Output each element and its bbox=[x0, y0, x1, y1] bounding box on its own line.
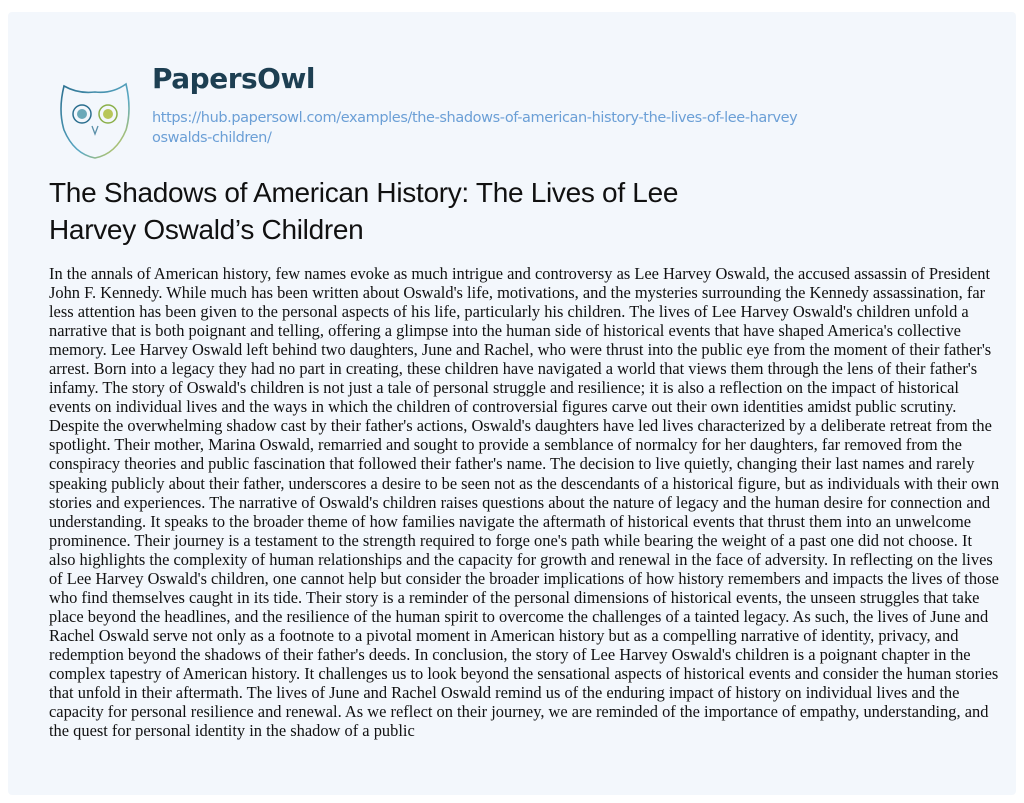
body-line: who find themselves caught in its tide. Their story is a reminder of the personal dimensions of historical events, the unseen struggles that take bbox=[49, 587, 980, 607]
body-line: narrative that is both poignant and telling, offering a glimpse into the human side of historical events that have shaped America's collective bbox=[49, 321, 961, 341]
source-url-link[interactable] bbox=[152, 108, 952, 148]
body-line: capacity for personal resilience and renewal. As we reflect on their journey, we are reminded of the importance of empathy, understanding, and bbox=[49, 702, 989, 722]
body-line: place beyond the headlines, and the resilience of the human spirit to overcome the challenges of a tainted legacy. As such, the lives of June and bbox=[49, 606, 989, 626]
body-line: John F. Kennedy. While much has been written about Oswald's life, motivations, and the mysteries surrounding the Kennedy assassination, far bbox=[49, 283, 986, 303]
body-line: spotlight. Their mother, Marina Oswald, remarried and sought to provide a semblance of normalcy for her daughters, far removed from the bbox=[49, 435, 962, 455]
body-line: less attention has been given to the personal aspects of his life, particularly his children. The lives of Lee Harvey Oswald's children unfold a bbox=[49, 302, 969, 322]
body-line: prominence. Their journey is a testament to the strength required to forge one's path while bearing the weight of a past one did not choose. It bbox=[49, 530, 973, 550]
body-line: arrest. Born into a legacy they had no part in creating, these children have navigated a world that views them through the lens of their father's bbox=[49, 359, 978, 379]
body-line: Rachel Oswald serve not only as a footnote to a pivotal moment in American history but as a compelling narrative of identity, privacy, and bbox=[49, 625, 959, 645]
body-line: speaking publicly about their father, underscores a desire to be seen not as the descendants of a historical figure, but as individuals with their own bbox=[49, 473, 1000, 493]
body-line: understanding. It speaks to the broader theme of how families navigate the aftermath of historical events that thrust them into an unwelcome bbox=[49, 511, 972, 531]
essay-body bbox=[49, 264, 1009, 740]
body-line: In the annals of American history, few names evoke as much intrigue and controversy as Lee Harvey Oswald, the accused assassin of President bbox=[49, 264, 991, 283]
url-line: oswalds-children/ bbox=[152, 130, 272, 146]
page-title bbox=[49, 174, 769, 248]
body-line: that unfold in their aftermath. The lives of June and Rachel Oswald remind us of the enduring impact of history on individual lives and the bbox=[49, 683, 960, 703]
body-line: complex tapestry of American history. It challenges us to look beyond the sensational aspects of historical events and consider the human stories bbox=[49, 663, 999, 683]
body-line: Despite the overwhelming shadow cast by their father's actions, Oswald's daughters have led lives characterized by a deliberate retreat from the bbox=[49, 416, 992, 436]
brand-name: PapersOwl bbox=[152, 62, 315, 95]
body-line: memory. Lee Harvey Oswald left behind two daughters, June and Rachel, who were thrust into the public eye from the moment of their father's bbox=[49, 340, 992, 360]
url-line: https://hub.papersowl.com/examples/the-shadows-of-american-history-the-lives-of-lee-harvey bbox=[152, 110, 798, 126]
body-line: events on individual lives and the ways in which the children of controversial figures carve out their own identities amidst public scrutiny. bbox=[49, 397, 957, 417]
body-line: redemption beyond the shadows of their father's deeds. In conclusion, the story of Lee Harvey Oswald's children is a poignant chapter in the bbox=[49, 644, 971, 664]
body-line: also highlights the complexity of human relationships and the capacity for growth and renewal in the face of adversity. In reflecting on the lives bbox=[49, 549, 993, 569]
body-line: infamy. The story of Oswald's children is not just a tale of personal struggle and resilience; it is also a reflection on the impact of historical bbox=[49, 378, 959, 398]
body-line: the quest for personal identity in the shadow of a public bbox=[49, 721, 415, 741]
body-line: stories and experiences. The narrative of Oswald's children raises questions about the nature of legacy and the human desire for connection and bbox=[49, 492, 991, 512]
body-line: conspiracy theories and public fascination that followed their father's name. The decision to live quietly, changing their last names and rarely bbox=[49, 454, 975, 474]
body-line: of Lee Harvey Oswald's children, one cannot help but consider the broader implications of how history remembers and impacts the lives of those bbox=[49, 568, 999, 588]
owl-logo-icon bbox=[58, 80, 132, 160]
title-line: Harvey Oswald’s Children bbox=[49, 214, 364, 245]
title-line: The Shadows of American History: The Lives of Lee bbox=[49, 177, 679, 208]
